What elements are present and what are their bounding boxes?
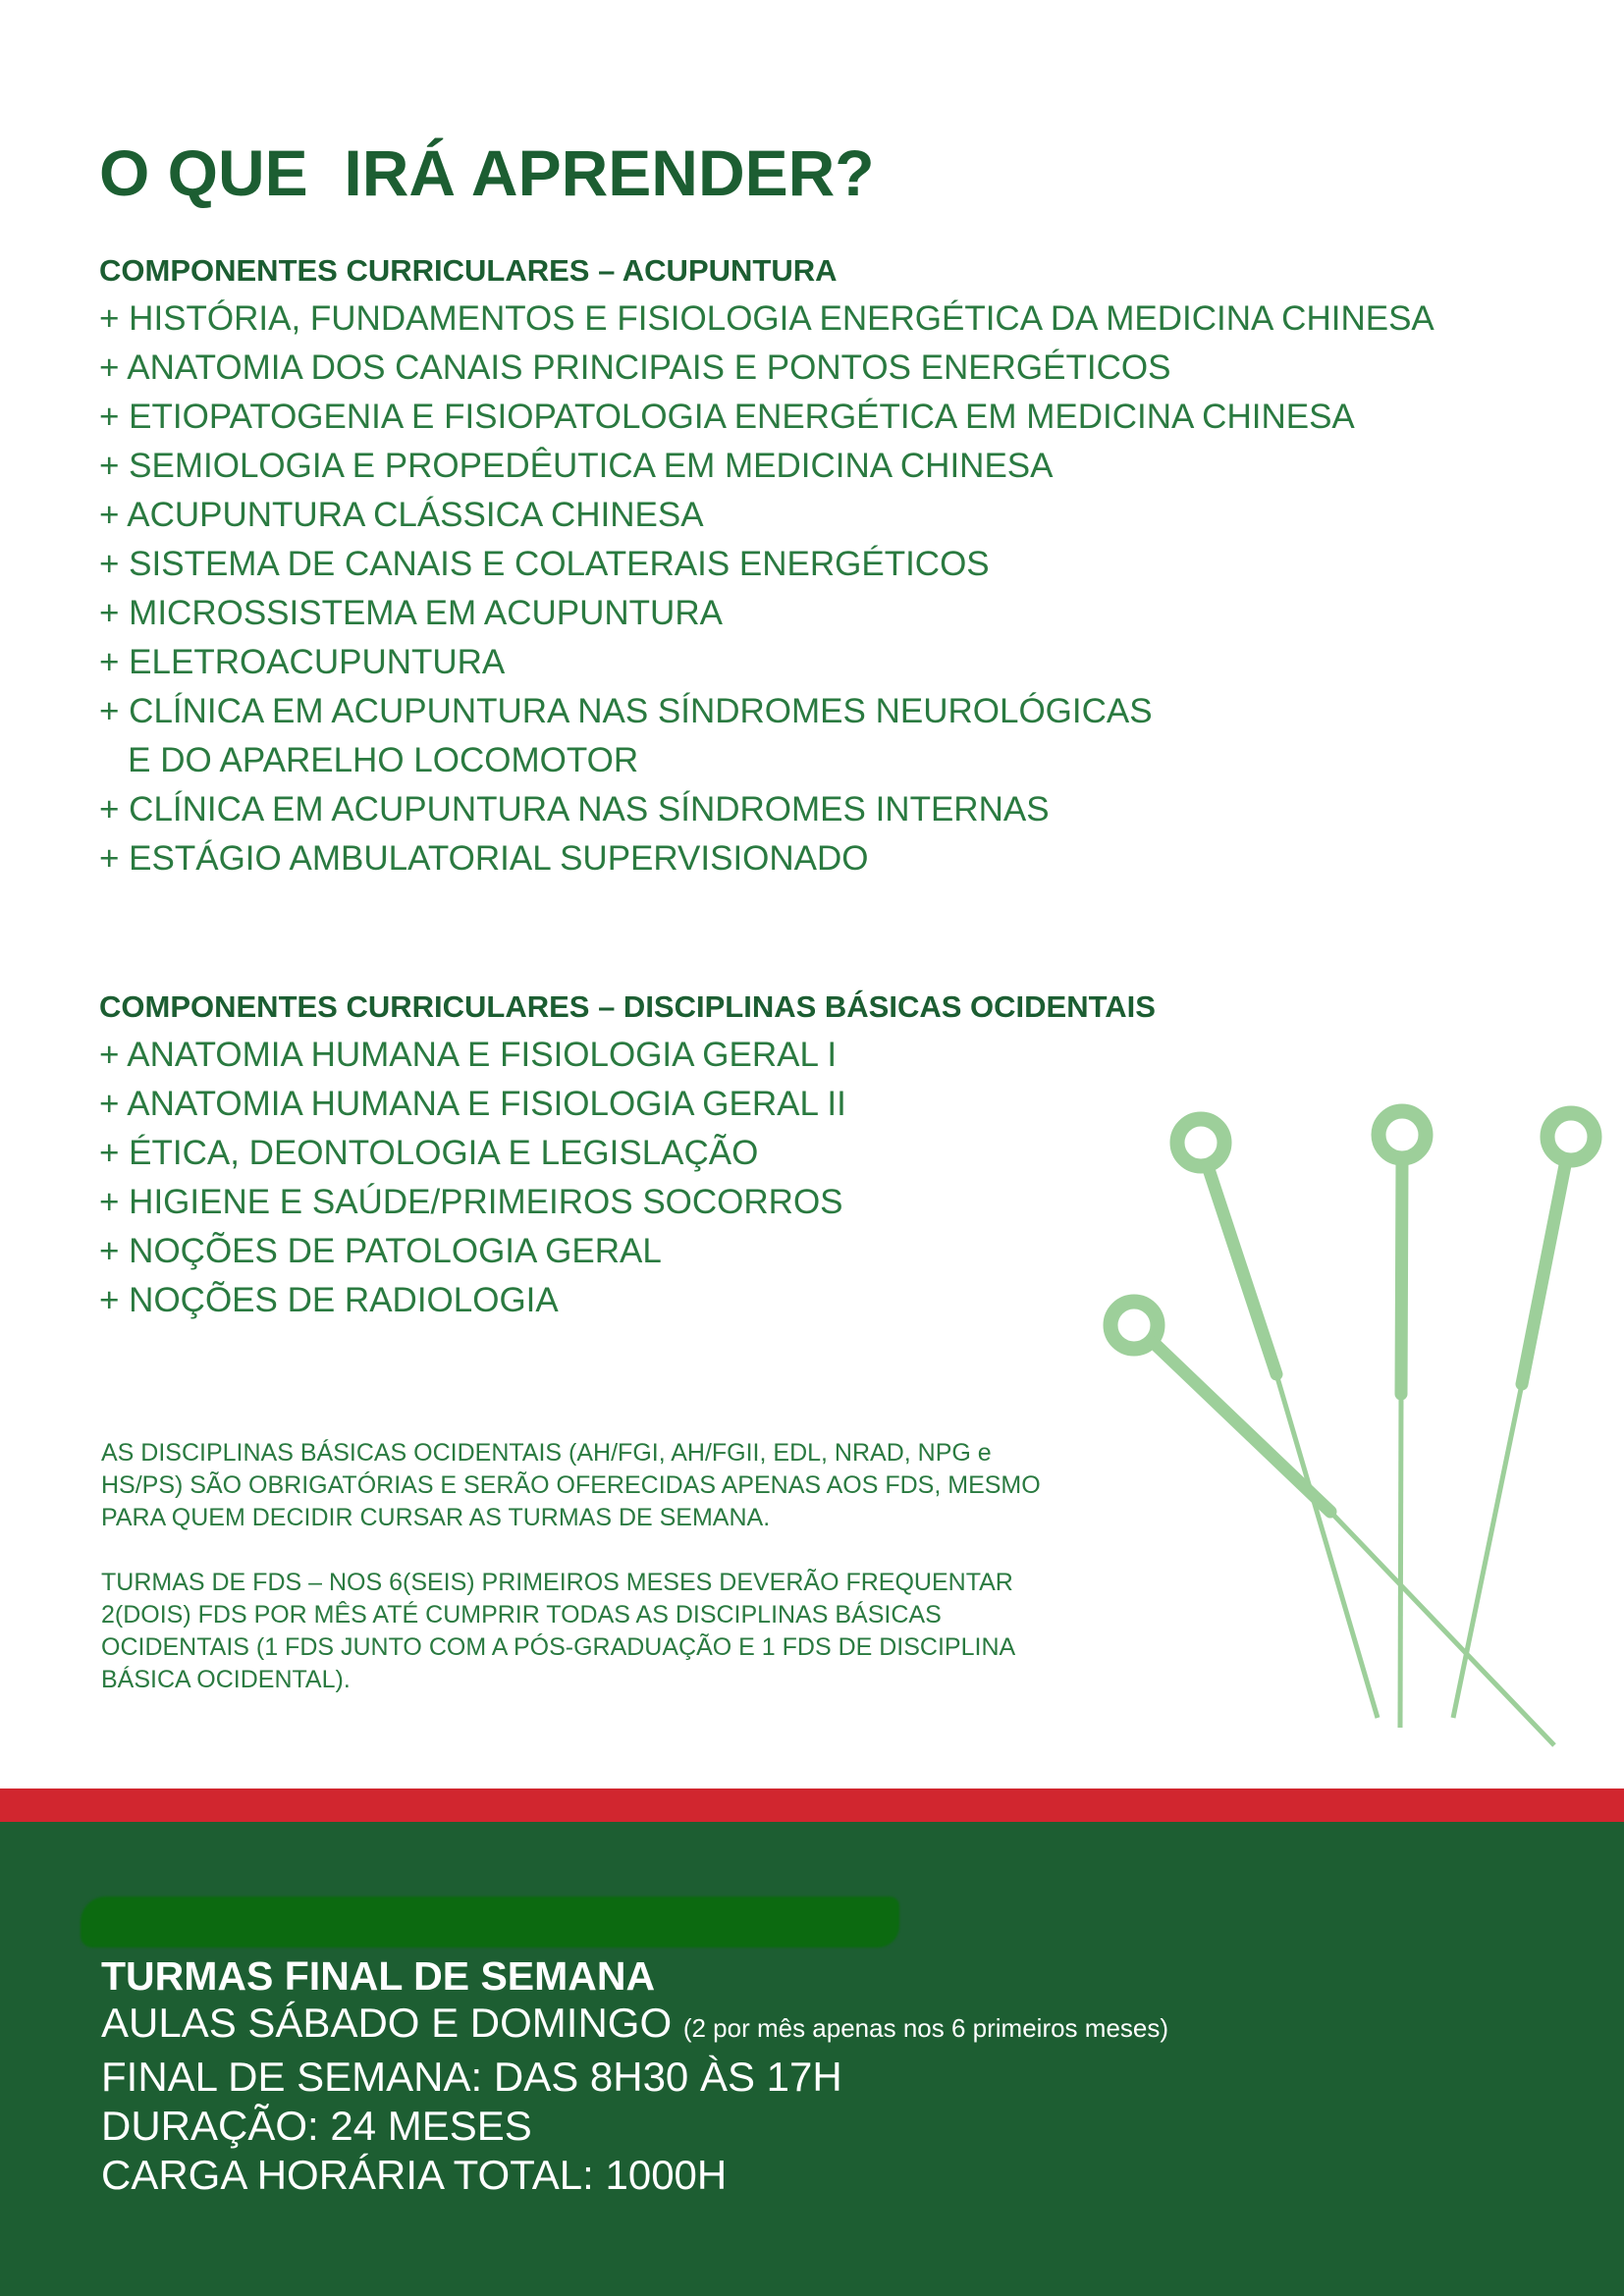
list-item: + SEMIOLOGIA E PROPEDÊUTICA EM MEDICINA CHINESA	[99, 447, 1054, 485]
schedule-aulas-text: AULAS SÁBADO E DOMINGO	[101, 2000, 673, 2046]
page-title: O QUE IRÁ APRENDER?	[99, 136, 875, 209]
list-item: + ANATOMIA HUMANA E FISIOLOGIA GERAL II	[99, 1085, 846, 1123]
acupuntura-heading: COMPONENTES CURRICULARES – ACUPUNTURA	[99, 253, 838, 288]
list-item: + ANATOMIA HUMANA E FISIOLOGIA GERAL I	[99, 1036, 838, 1074]
list-item: + ELETROACUPUNTURA	[99, 643, 506, 681]
schedule-aulas	[101, 1999, 1168, 2053]
list-item: + MICROSSISTEMA EM ACUPUNTURA	[99, 594, 723, 632]
note-line: TURMAS DE FDS – NOS 6(SEIS) PRIMEIROS MESES DEVERÃO FREQUENTAR	[101, 1569, 1013, 1596]
list-item: + HISTÓRIA, FUNDAMENTOS E FISIOLOGIA ENERGÉTICA DA MEDICINA CHINESA	[99, 299, 1435, 338]
note-line: AS DISCIPLINAS BÁSICAS OCIDENTAIS (AH/FGI, AH/FGII, EDL, NRAD, NPG e	[101, 1439, 992, 1467]
note-line: PARA QUEM DECIDIR CURSAR AS TURMAS DE SEMANA.	[101, 1504, 771, 1531]
list-item: + NOÇÕES DE PATOLOGIA GERAL	[99, 1232, 662, 1270]
ocidentais-heading: COMPONENTES CURRICULARES – DISCIPLINAS BÁSICAS OCIDENTAIS	[99, 989, 1156, 1024]
list-item: + ACUPUNTURA CLÁSSICA CHINESA	[99, 496, 704, 534]
note-disciplinas-obrigatorias	[101, 1437, 1181, 1534]
note-line: HS/PS) SÃO OBRIGATÓRIAS E SERÃO OFERECIDAS APENAS AOS FDS, MESMO	[101, 1471, 1041, 1499]
list-item: + CLÍNICA EM ACUPUNTURA NAS SÍNDROMES NEUROLÓGICAS	[99, 692, 1153, 730]
schedule-title: TURMAS FINAL DE SEMANA	[101, 1953, 656, 1999]
red-divider-bar	[0, 1789, 1624, 1822]
list-item: + HIGIENE E SAÚDE/PRIMEIROS SOCORROS	[99, 1183, 843, 1221]
note-turmas-fds	[101, 1567, 1181, 1696]
acupuncture-needles-icon	[1080, 1090, 1610, 1767]
ocidentais-list	[99, 1031, 846, 1325]
list-item: + ÉTICA, DEONTOLOGIA E LEGISLAÇÃO	[99, 1134, 759, 1172]
note-line: OCIDENTAIS (1 FDS JUNTO COM A PÓS-GRADUAÇÃO E 1 FDS DE DISCIPLINA	[101, 1633, 1016, 1661]
schedule-duracao: DURAÇÃO: 24 MESES	[101, 2103, 532, 2149]
list-item: + ESTÁGIO AMBULATORIAL SUPERVISIONADO	[99, 839, 869, 878]
list-item: + SISTEMA DE CANAIS E COLATERAIS ENERGÉTICOS	[99, 545, 990, 583]
list-item: + NOÇÕES DE RADIOLOGIA	[99, 1281, 559, 1319]
highlight-marker	[81, 1896, 899, 1948]
schedule-details	[101, 1999, 1168, 2200]
note-line: BÁSICA OCIDENTAL).	[101, 1666, 351, 1693]
list-item: E DO APARELHO LOCOMOTOR	[99, 741, 639, 779]
list-item: + ANATOMIA DOS CANAIS PRINCIPAIS E PONTOS ENERGÉTICOS	[99, 348, 1171, 387]
note-line: 2(DOIS) FDS POR MÊS ATÉ CUMPRIR TODAS AS DISCIPLINAS BÁSICAS	[101, 1601, 942, 1629]
schedule-horario: FINAL DE SEMANA: DAS 8H30 ÀS 17H	[101, 2054, 842, 2100]
acupuntura-list	[99, 294, 1435, 883]
schedule-aulas-note: (2 por mês apenas nos 6 primeiros meses)	[682, 2013, 1169, 2043]
list-item: + ETIOPATOGENIA E FISIOPATOLOGIA ENERGÉTICA EM MEDICINA CHINESA	[99, 398, 1355, 436]
schedule-carga: CARGA HORÁRIA TOTAL: 1000H	[101, 2152, 728, 2198]
list-item: + CLÍNICA EM ACUPUNTURA NAS SÍNDROMES INTERNAS	[99, 790, 1050, 828]
